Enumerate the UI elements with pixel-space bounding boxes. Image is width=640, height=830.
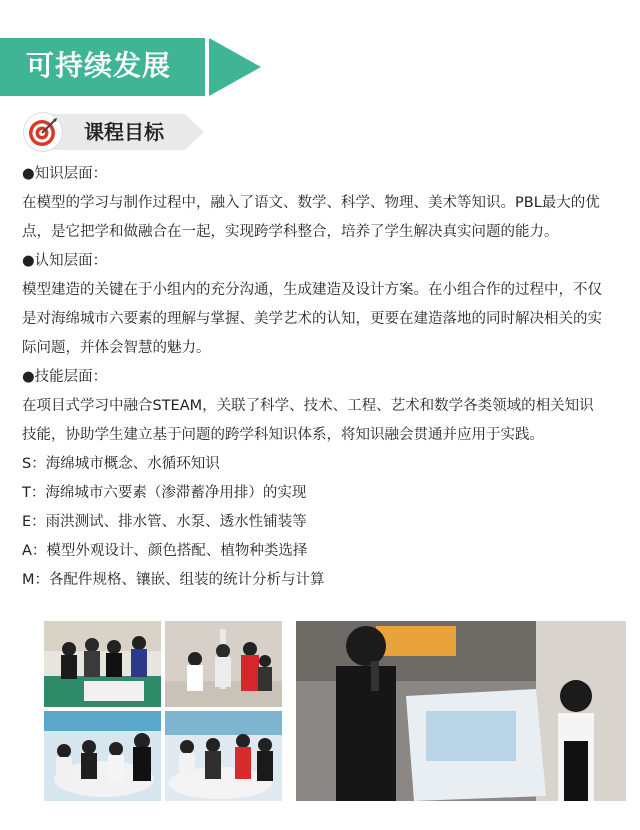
steam-item-e: E：雨洪测试、排水管、水泵、透水性铺装等 (22, 514, 307, 530)
steam-item-s: S：海绵城市概念、水循环知识 (22, 456, 220, 472)
photo-presentation (296, 621, 626, 801)
paragraph-line: 模型建造的关键在于小组内的充分沟通，生成建造及设计方案。在小组合作的过程中，不仅 (22, 282, 602, 298)
banner-arrow (209, 38, 261, 96)
photo-collage (44, 621, 626, 801)
paragraph-line: 是对海绵城市六要素的理解与掌握、美学艺术的认知，更要在建造落地的同时解决相关的实 (22, 311, 602, 327)
photo-students-table (44, 711, 161, 801)
section-header (24, 113, 204, 151)
photo-students-pole (165, 621, 282, 707)
paragraph-line: 技能，协助学生建立基于问题的跨学科知识体系，将知识融会贯通并应用于实践。 (22, 427, 544, 443)
course-objectives-text (22, 160, 630, 595)
paragraph-line: 在模型的学习与制作过程中，融入了语文、数学、科学、物理、美术等知识。PBL最大的优 (22, 195, 600, 211)
steam-item-a: A：模型外观设计、颜色搭配、植物种类选择 (22, 543, 308, 559)
line-skills-heading: ●技能层面： (22, 369, 108, 385)
steam-item-t: T：海绵城市六要素（渗滞蓄净用排）的实现 (22, 485, 307, 501)
section-banner (0, 38, 205, 96)
paragraph-line: 在项目式学习中融合STEAM，关联了科学、技术、工程、艺术和数学各类领域的相关知识 (22, 398, 594, 414)
photo-students-group (165, 711, 282, 801)
paragraph-line: 点，是它把学和做融合在一起，实现跨学科整合，培养了学生解决真实问题的能力。 (22, 224, 559, 240)
line-knowledge-heading: ●知识层面： (22, 166, 108, 182)
target-icon (24, 113, 62, 151)
steam-item-m: M：各配件规格、镶嵌、组装的统计分析与计算 (22, 572, 325, 588)
line-cognition-heading: ●认知层面： (22, 253, 108, 269)
paragraph-line: 际问题，并体会智慧的魅力。 (22, 340, 211, 356)
photo-students-building (44, 621, 161, 707)
banner-title: 可持续发展 (26, 49, 172, 82)
section-title: 课程目标 (84, 120, 164, 144)
